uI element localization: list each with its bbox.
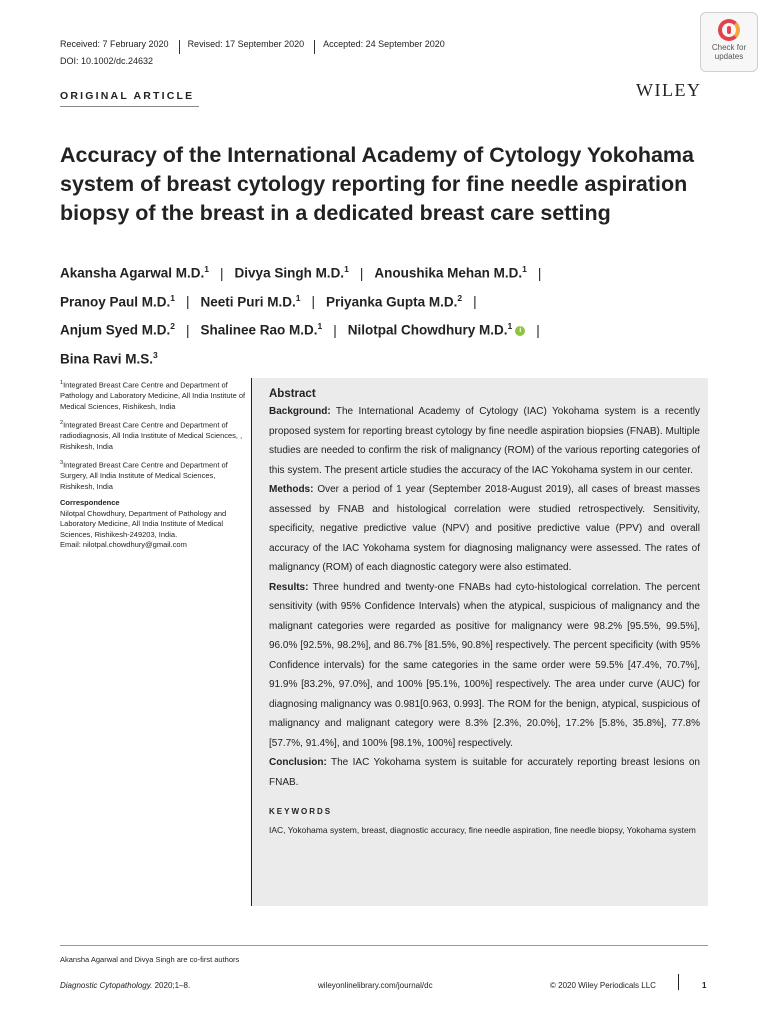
author-affil-sup: 1 [344,264,349,274]
received-date: Received: 7 February 2020 [60,39,169,50]
author-line [60,257,720,286]
footnote-divider [60,945,708,946]
author-name: Anjum Syed M.D. [60,322,171,338]
author-list [60,257,720,371]
results-label: Results: [269,581,309,593]
abstract-results [269,578,700,754]
keywords-heading: KEYWORDS [269,807,333,816]
background-text: The International Academy of Cytology (IAC) Yokohama system is a recently proposed system for reporting breast cytology by fine needle aspiration biopsies (FNAB). Multiple studies are needed to confirm the risk of malignancy (ROM) of the various reporting categories of this system. The present article studies the accuracy of the IAC Yokohama system in our center. [269,406,700,476]
journal-url-link[interactable]: wileyonlinelibrary.com/journal/dc [318,981,433,990]
orcid-icon[interactable]: i [515,326,525,336]
author-name: Neeti Puri M.D. [200,294,296,309]
correspondence-email[interactable]: Email: nilotpal.chowdhury@gmail.com [60,540,187,549]
correspondence-heading: Correspondence [60,498,120,507]
abstract-box [252,378,708,906]
affiliation-text: Integrated Breast Care Centre and Department of Pathology and Laboratory Medicine, All India Institute of Medical Sciences, Rishikesh, India [60,380,246,411]
conclusion-text: The IAC Yokohama system is suitable for accurately reporting breast lesions on FNAB. [269,757,700,788]
badge-line-2: updates [714,52,744,61]
author-separator: | [311,294,316,309]
page-number: 1 [702,981,707,990]
affiliation-sup: 3 [60,460,64,466]
results-text: Three hundred and twenty-one FNABs had cyto-histological correlation. The percent sensitivity (with 95% Confidence Intervals) when the atypical, suspicious of malignancy and the malignant categories were regarded as positive for malignancy were 98.2% [95.5%, 99.5%], 96.0% [92.5%, 98.2%], and 86.7% [81.5%, 90.8%] respectively. The percent specificity (with 95% Confidence intervals) for the same categories in the same order were 59.5% [47.4%, 70.7%], 91.9% [83.2%, 97.0%], and 100% [95.1%, 100%] respectively. The area under curve (AUC) for diagnosing malignancy was 0.981[0.963, 0.993]. The ROM for the benign, atypical, suspicious of malignancy and malignant category were 8.3% [2.3%, 20.0%], 17.2% [5.8%, 35.8%], 77.8% [57.7%, 91.4%], and 100% [98.1%, 100%] respectively. [269,581,700,749]
methods-label: Methods: [269,484,314,495]
author-separator: | [186,322,190,338]
author-name: Bina Ravi M.S. [60,351,154,366]
author-affil-sup: 1 [170,292,176,303]
author-affil-sup: 1 [522,264,527,274]
author-name: Divya Singh M.D. [234,265,345,281]
affiliation-sup: 2 [60,420,64,426]
author-name: Shalinee Rao M.D. [200,322,318,338]
author-separator: | [186,294,190,309]
author-affil-sup: 1 [295,292,301,303]
journal-name: Diagnostic Cytopathology. [60,981,153,990]
conclusion-label: Conclusion: [269,757,327,768]
methods-text: Over a period of 1 year (September 2018-August 2019), all cases of breast masses assessed by FNAB and histological correlation were studied retrospectively. Sensitivity, specificity, negative predictive value (NPV) and positive predictive value (PPV) and overall accuracy of the IAC Yokohama system for diagnosing malignancy were assessed. The rates of malignancy (ROM) of each diagnostic category were also estimated. [269,484,700,573]
background-label: Background: [269,406,331,417]
affiliations-column [60,378,246,551]
correspondence-text: Nilotpal Chowdhury, Department of Pathology and Laboratory Medicine, All India Institute of Medical Sciences, Rishikesh-249203, India. [60,508,227,539]
author-name: Akansha Agarwal M.D. [60,265,205,281]
keywords-list: IAC, Yokohama system, breast, diagnostic accuracy, fine needle aspiration, fine needle biopsy, Yokohama system [269,825,696,835]
doi[interactable]: DOI: 10.1002/dc.24632 [60,56,154,66]
author-affil-sup: 1 [317,321,323,331]
check-updates-icon [718,19,740,41]
co-first-author-footnote: Akansha Agarwal and Divya Singh are co-first authors [60,955,240,964]
author-affil-sup: 2 [457,292,463,303]
date-divider [314,40,315,54]
affiliation-text: Integrated Breast Care Centre and Department of radiodiagnosis, All India Institute of Medical Sciences, , Rishikesh, India [60,420,243,451]
author-separator: | [537,265,542,281]
author-affil-sup: 3 [153,349,158,360]
author-affil-sup: 2 [170,321,175,331]
check-for-updates-button[interactable] [700,12,758,72]
article-title: Accuracy of the International Academy of Cytology Yokohama system of breast cytology reporting for fine needle aspiration biopsy of the breast in a dedicated breast care setting [60,143,694,225]
author-affil-sup: 1 [507,321,513,331]
abstract-heading: Abstract [269,388,316,400]
affiliation [60,378,246,412]
journal-issue: 2020;1–8. [154,981,191,990]
affiliation [60,458,246,492]
badge-line-1: Check for [711,43,747,52]
author-name: Pranoy Paul M.D. [60,294,171,309]
copyright: © 2020 Wiley Periodicals LLC [550,981,656,990]
author-name: Anoushika Mehan M.D. [374,265,523,281]
author-separator: | [359,265,364,281]
affiliation-text: Integrated Breast Care Centre and Department of Surgery, All India Institute of Medical Sciences, Rishikesh, India [60,460,228,491]
author-separator: | [220,265,224,281]
author-name: Priyanka Gupta M.D. [326,294,458,309]
abstract-conclusion [269,753,700,792]
affiliation [60,418,246,452]
author-name: Nilotpal Chowdhury M.D. [347,322,508,338]
article-type-underline [60,106,199,107]
publication-dates [60,38,445,52]
abstract-methods [269,480,700,578]
author-separator: | [333,322,337,338]
author-line [60,286,720,315]
journal-citation [60,981,190,990]
author-separator: | [473,294,477,309]
date-divider [179,40,180,54]
accepted-date: Accepted: 24 September 2020 [323,39,445,50]
author-separator: | [536,322,540,338]
revised-date: Revised: 17 September 2020 [187,39,305,50]
footer-divider [678,974,679,990]
author-line [60,343,720,372]
affiliation-sup: 1 [60,380,64,386]
publisher-logo: WILEY [636,80,702,100]
article-type: ORIGINAL ARTICLE [60,90,195,102]
author-line [60,314,720,343]
author-affil-sup: 1 [204,264,210,274]
abstract-background [269,402,700,480]
